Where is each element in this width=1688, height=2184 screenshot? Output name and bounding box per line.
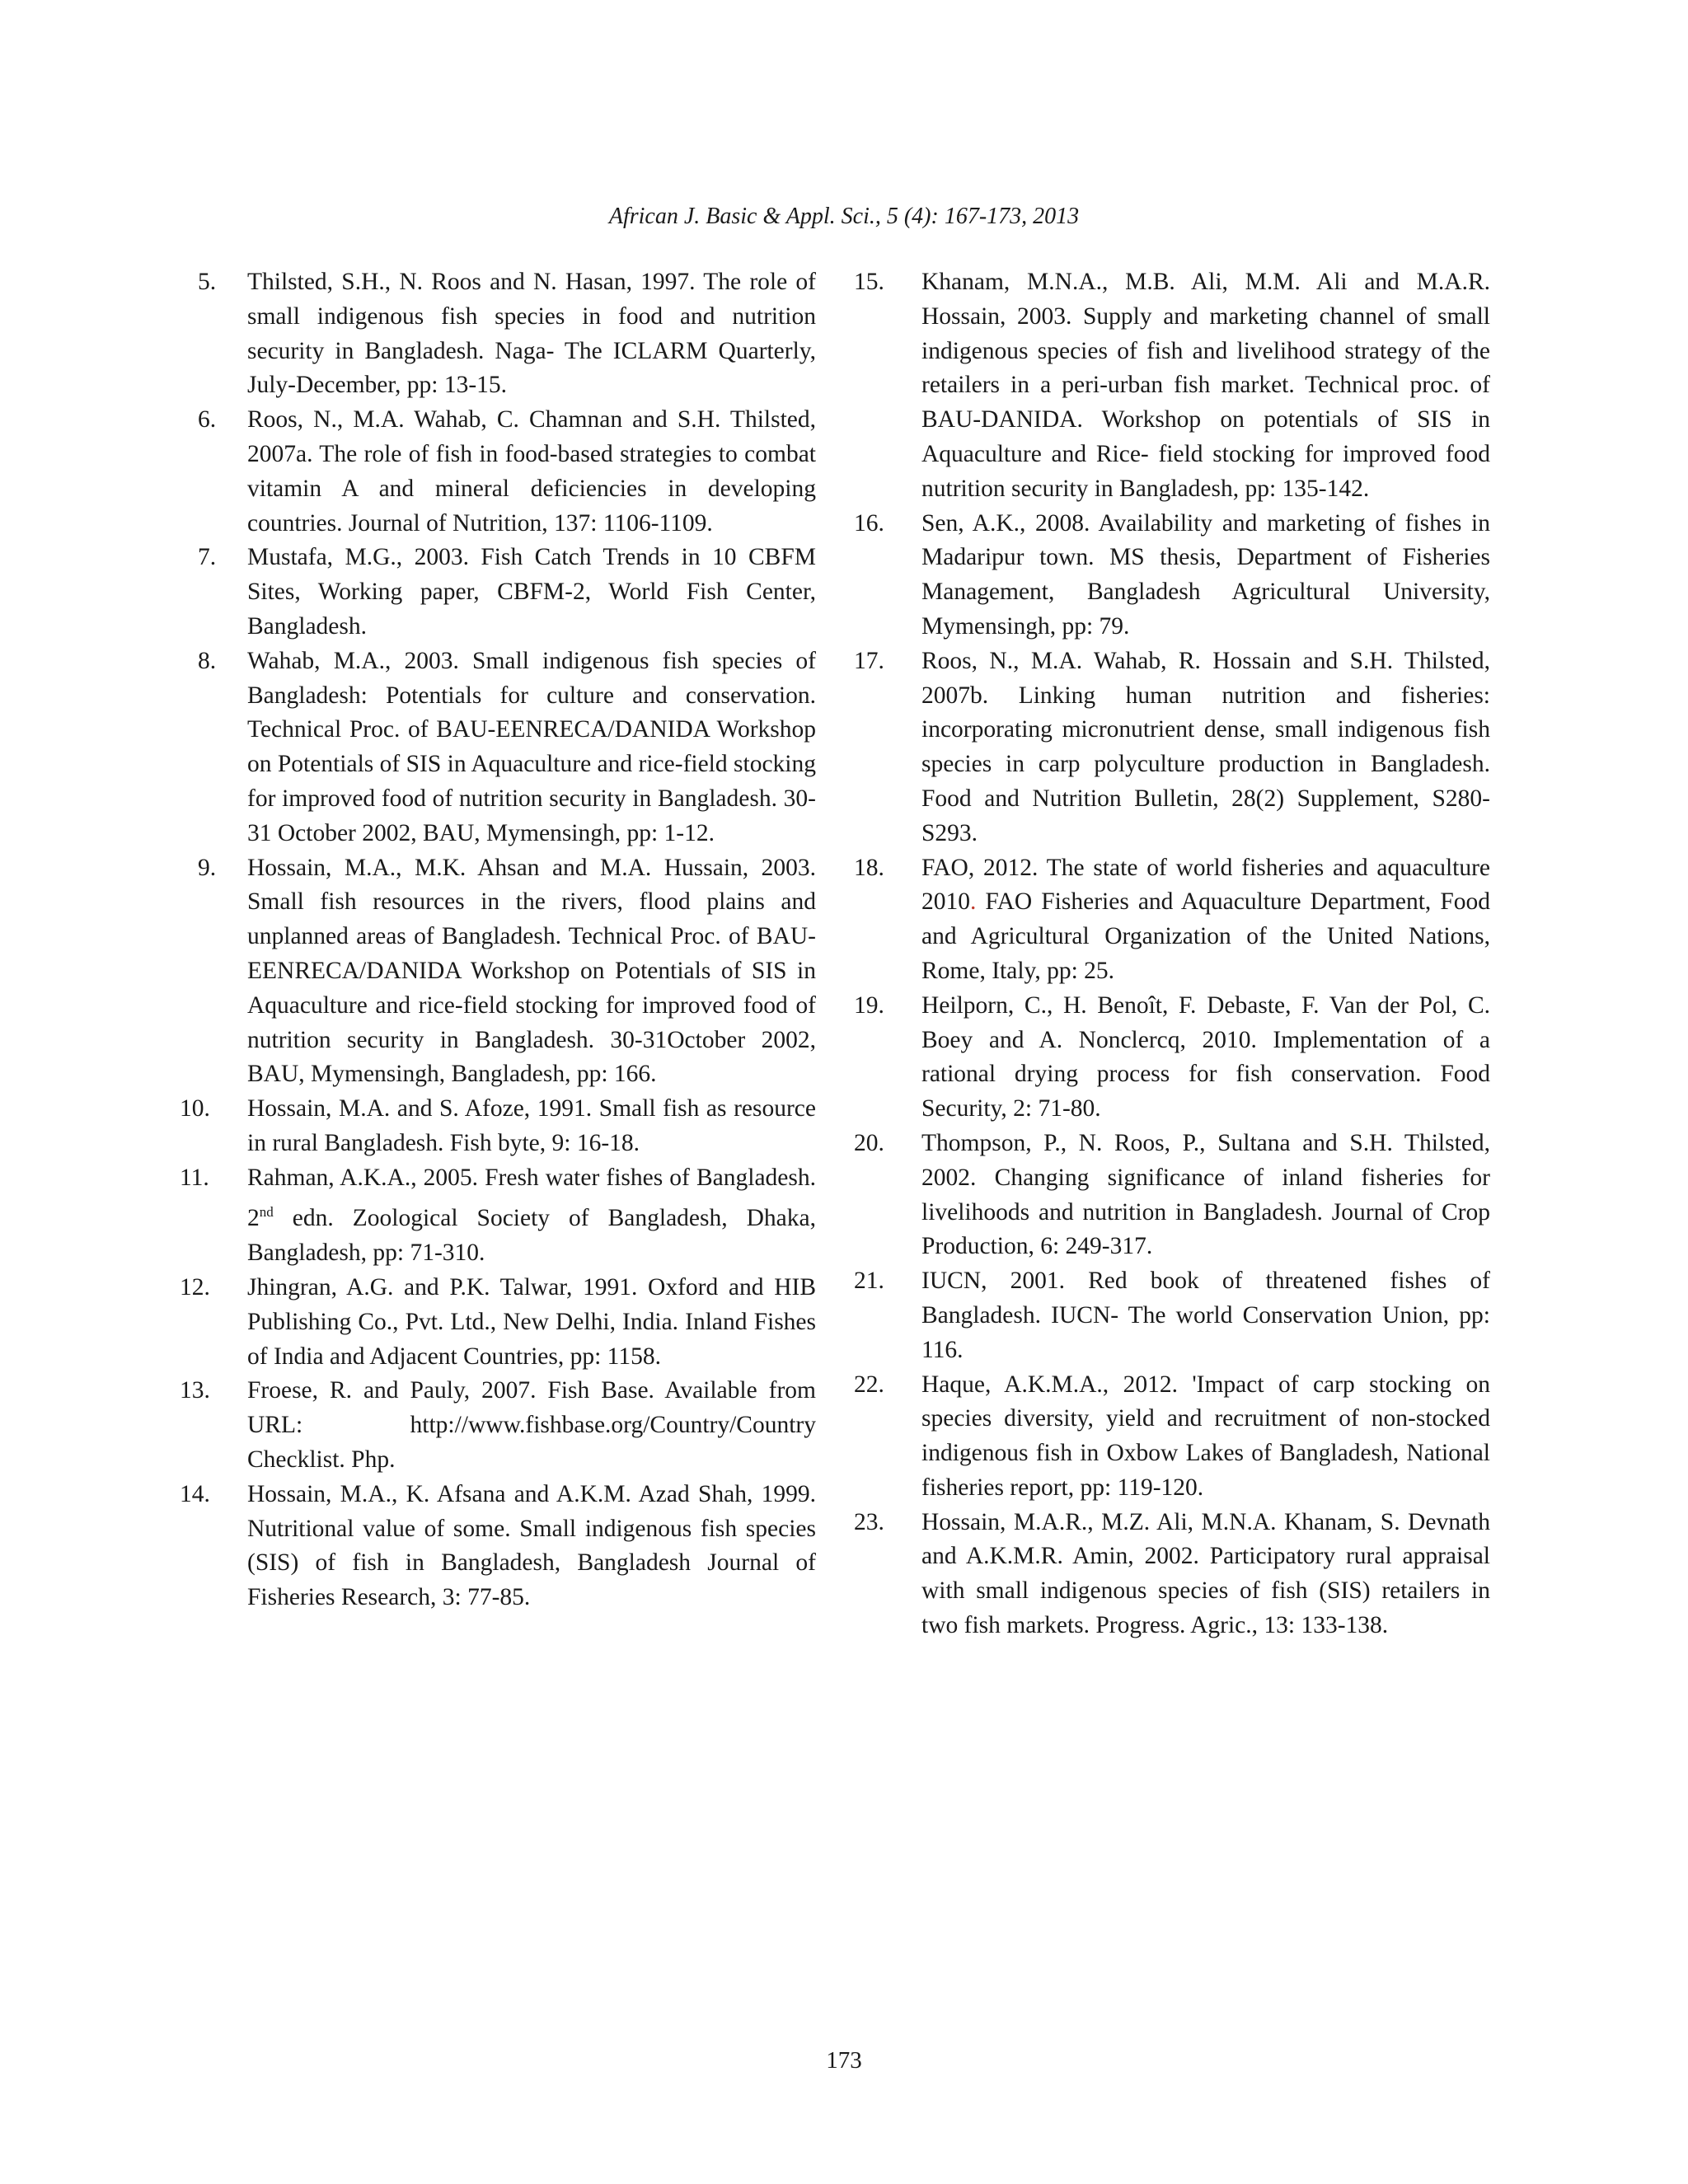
reference-item [854,644,1490,851]
reference-number: 14. [180,1480,210,1507]
reference-number: 12. [180,1273,210,1301]
reference-text-part: edn. Zoological Society of Bangladesh, Dhaka, Bangladesh, pp: 71-310. [247,1205,816,1267]
reference-column-left [180,265,816,1615]
reference-number: 20. [854,1129,884,1156]
reference-text: Mustafa, M.G., 2003. Fish Catch Trends in 10 CBFM Sites, Working paper, CBFM-2, World Fish Center, Bangladesh. [247,544,816,640]
reference-text: Jhingran, A.G. and P.K. Talwar, 1991. Oxford and HIB Publishing Co., Pvt. Ltd., New Delhi, India. Inland Fishes of India and Adjacent Countries, pp: 1158. [247,1273,816,1370]
reference-number: 5. [198,269,217,295]
reference-text-part: FAO, 2012. The state of world fisheries and aquaculture 2010 [921,854,1490,916]
reference-item [180,1271,816,1374]
reference-text-part: Rahman, A.K.A., 2005. Fresh water fishes of Bangladesh. 2 [247,1164,816,1232]
reference-number: 23. [854,1508,884,1535]
reference-item [180,1161,816,1271]
reference-text [921,855,1490,984]
reference-column-right [854,265,1490,1643]
reference-item [854,1506,1490,1643]
reference-text-part: FAO Fisheries and Aquaculture Department, Food and Agricultural Organization of the United Nations, Rome, Italy, pp: 25. [921,888,1490,984]
reference-number: 17. [854,647,884,674]
reference-item [854,1127,1490,1264]
reference-number: 7. [198,544,217,571]
reference-item [198,265,816,403]
reference-text: Wahab, M.A., 2003. Small indigenous fish species of Bangladesh: Potentials for culture and conservation. Technical Proc. of BAU-EENRECA/DANIDA Workshop on Potentials of SIS in Aquaculture and rice-field stocking for improved food of nutrition security in Bangladesh. 30-31 October 2002, BAU, Mymensingh, pp: 1-12. [247,647,816,846]
reference-item [854,507,1490,644]
ordinal-superscript: nd [259,1204,274,1221]
reference-number: 21. [854,1268,884,1295]
reference-text: Roos, N., M.A. Wahab, C. Chamnan and S.H. Thilsted, 2007a. The role of fish in food-based strategies to combat vitamin A and mineral deficiencies in developing countries. Journal of Nutrition, 137: 1106-1109. [247,406,816,537]
reference-number: 18. [854,854,884,881]
reference-item [180,1374,816,1477]
reference-text: IUCN, 2001. Red book of threatened fishes of Bangladesh. IUCN- The world Conservation Union, pp: 116. [921,1268,1490,1363]
reference-item [854,1264,1490,1367]
reference-text: Haque, A.K.M.A., 2012. 'Impact of carp stocking on species diversity, yield and recruitment of non-stocked indigenous fish in Oxbow Lakes of Bangladesh, National fisheries report, pp: 119-120. [921,1371,1490,1501]
reference-number: 8. [198,647,217,674]
reference-item [854,851,1490,989]
reference-number: 22. [854,1371,884,1398]
reference-item [180,1478,816,1615]
reference-item [854,989,1490,1127]
reference-item [854,265,1490,507]
reference-item [198,851,816,1093]
reference-item [198,403,816,541]
reference-text: Froese, R. and Pauly, 2007. Fish Base. Available from URL: http://www.fishbase.org/Country/Country Checklist. Php. [247,1377,816,1473]
reference-item [180,1092,816,1161]
reference-number: 15. [854,269,884,295]
reference-number: 19. [854,991,884,1019]
reference-text [247,1165,816,1266]
page-number: 173 [826,2047,862,2074]
reference-number: 11. [180,1164,209,1191]
reference-text: Thompson, P., N. Roos, P., Sultana and S.H. Thilsted, 2002. Changing significance of inland fisheries for livelihoods and nutrition in Bangladesh. Journal of Crop Production, 6: 249-317. [921,1129,1490,1260]
reference-text: Khanam, M.N.A., M.B. Ali, M.M. Ali and M.A.R. Hossain, 2003. Supply and marketing channel of small indigenous species of fish and livelihood strategy of the retailers in a peri-urban fish market. Technical proc. of BAU-DANIDA. Workshop on potentials of SIS in Aquaculture and Rice- field stocking for improved food nutrition security in Bangladesh, pp: 135-142. [921,269,1490,502]
reference-text: Heilporn, C., H. Benoît, F. Debaste, F. Van der Pol, C. Boey and A. Nonclercq, 2010. Implementation of a rational drying process for fish conservation. Food Security, 2: 71-80. [921,991,1490,1122]
reference-text: Hossain, M.A.R., M.Z. Ali, M.N.A. Khanam, S. Devnath and A.K.M.R. Amin, 2002. Participatory rural appraisal with small indigenous species of fish (SIS) retailers in two fish markets. Progress. Agric., 13: 133-138. [921,1508,1490,1639]
reference-number: 13. [180,1377,210,1404]
reference-text: Hossain, M.A., K. Afsana and A.K.M. Azad Shah, 1999. Nutritional value of some. Small indigenous fish species (SIS) of fish in Bangladesh, Bangladesh Journal of Fisheries Research, 3: 77-85. [247,1480,816,1611]
reference-item [854,1368,1490,1506]
highlighted-period: . [970,888,977,916]
reference-text: Roos, N., M.A. Wahab, R. Hossain and S.H. Thilsted, 2007b. Linking human nutrition and fisheries: incorporating micronutrient dense, small indigenous fish species in carp polyculture production in Bangladesh. Food and Nutrition Bulletin, 28(2) Supplement, S280-S293. [921,647,1490,846]
reference-text: Hossain, M.A., M.K. Ahsan and M.A. Hussain, 2003. Small fish resources in the rivers, flood plains and unplanned areas of Bangladesh. Technical Proc. of BAU-EENRECA/DANIDA Workshop on Potentials of SIS in Aquaculture and rice-field stocking for improved food of nutrition security in Bangladesh. 30-31October 2002, BAU, Mymensingh, Bangladesh, pp: 166. [247,854,816,1088]
reference-number: 9. [198,854,217,881]
reference-number: 6. [198,406,217,434]
reference-number: 16. [854,509,884,537]
reference-text: Hossain, M.A. and S. Afoze, 1991. Small fish as resource in rural Bangladesh. Fish byte, 9: 16-18. [247,1095,816,1156]
reference-text: Sen, A.K., 2008. Availability and marketing of fishes in Madaripur town. MS thesis, Department of Fisheries Management, Bangladesh Agricultural University, Mymensingh, pp: 79. [921,509,1490,640]
reference-number: 10. [180,1095,210,1122]
reference-text: Thilsted, S.H., N. Roos and N. Hasan, 1997. The role of small indigenous fish species in food and nutrition security in Bangladesh. Naga- The ICLARM Quarterly, July-December, pp: 13-15. [247,269,816,399]
reference-item [198,644,816,851]
running-header: African J. Basic & Appl. Sci., 5 (4): 167-173, 2013 [608,204,1080,229]
reference-item [198,541,816,644]
